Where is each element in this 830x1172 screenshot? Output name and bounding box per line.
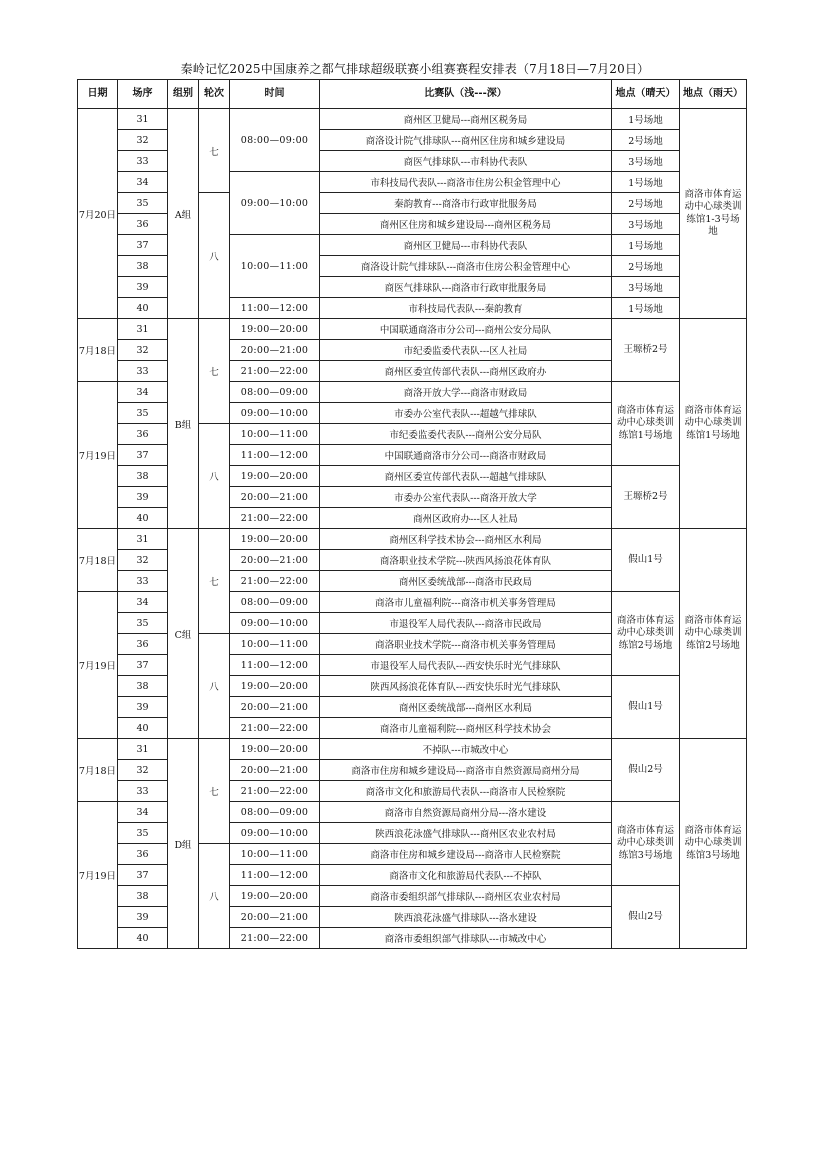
session-cell: 32 <box>118 550 168 571</box>
teams-cell: 市退役军人局代表队---西安快乐时光气排球队 <box>320 655 612 676</box>
date-cell: 7月18日 <box>78 529 118 592</box>
session-cell: 38 <box>118 466 168 487</box>
session-cell: 33 <box>118 151 168 172</box>
round-cell: 七 <box>199 529 230 634</box>
session-cell: 39 <box>118 487 168 508</box>
teams-cell: 不掉队---市城改中心 <box>320 739 612 760</box>
teams-cell: 商州区住房和城乡建设局---商州区税务局 <box>320 214 612 235</box>
session-cell: 39 <box>118 907 168 928</box>
session-cell: 37 <box>118 235 168 256</box>
session-cell: 35 <box>118 613 168 634</box>
session-cell: 32 <box>118 760 168 781</box>
venue-sunny-cell: 1号场地 <box>612 109 680 130</box>
session-cell: 32 <box>118 340 168 361</box>
time-cell: 21:00—22:00 <box>230 928 320 949</box>
teams-cell: 商洛开放大学---商洛市财政局 <box>320 382 612 403</box>
page-title: 秦岭记忆2025中国康养之都气排球超级联赛小组赛赛程安排表（7月18日—7月20日） <box>180 62 650 76</box>
venue-sunny-cell: 2号场地 <box>612 193 680 214</box>
teams-cell: 市科技局代表队---商洛市住房公积金管理中心 <box>320 172 612 193</box>
teams-cell: 中国联通商洛市分公司---商洛市财政局 <box>320 445 612 466</box>
time-cell: 09:00—10:00 <box>230 172 320 235</box>
header-session: 场序 <box>118 80 168 109</box>
session-cell: 34 <box>118 592 168 613</box>
session-cell: 33 <box>118 781 168 802</box>
teams-cell: 中国联通商洛市分公司---商州公安分局队 <box>320 319 612 340</box>
session-cell: 35 <box>118 823 168 844</box>
session-cell: 31 <box>118 109 168 130</box>
venue-sunny-cell: 假山1号 <box>612 676 680 739</box>
teams-cell: 秦韵教育---商洛市行政审批服务局 <box>320 193 612 214</box>
group-cell: D组 <box>168 739 199 949</box>
round-cell: 八 <box>199 424 230 529</box>
date-cell: 7月19日 <box>78 592 118 739</box>
session-cell: 37 <box>118 655 168 676</box>
session-cell: 31 <box>118 739 168 760</box>
session-cell: 36 <box>118 214 168 235</box>
venue-sunny-cell: 商洛市体育运动中心球类训练馆1号场地 <box>612 382 680 466</box>
session-cell: 38 <box>118 886 168 907</box>
session-cell: 40 <box>118 298 168 319</box>
table-row <box>78 319 747 340</box>
teams-cell: 商洛市文化和旅游局代表队---商洛市人民检察院 <box>320 781 612 802</box>
time-cell: 19:00—20:00 <box>230 739 320 760</box>
header-date: 日期 <box>78 80 118 109</box>
time-cell: 21:00—22:00 <box>230 781 320 802</box>
venue-sunny-cell: 商洛市体育运动中心球类训练馆2号场地 <box>612 592 680 676</box>
time-cell: 20:00—21:00 <box>230 697 320 718</box>
time-cell: 19:00—20:00 <box>230 466 320 487</box>
time-cell: 10:00—11:00 <box>230 844 320 865</box>
time-cell: 11:00—12:00 <box>230 865 320 886</box>
time-cell: 11:00—12:00 <box>230 445 320 466</box>
session-cell: 40 <box>118 928 168 949</box>
date-cell: 7月19日 <box>78 382 118 529</box>
teams-cell: 市纪委监委代表队---商州公安分局队 <box>320 424 612 445</box>
group-cell: C组 <box>168 529 199 739</box>
session-cell: 39 <box>118 277 168 298</box>
time-cell: 19:00—20:00 <box>230 676 320 697</box>
session-cell: 40 <box>118 718 168 739</box>
time-cell: 11:00—12:00 <box>230 298 320 319</box>
teams-cell: 商洛市儿童福利院---商州区科学技术协会 <box>320 718 612 739</box>
teams-cell: 商医气排球队---商洛市行政审批服务局 <box>320 277 612 298</box>
teams-cell: 商洛设计院气排球队---商洛市住房公积金管理中心 <box>320 256 612 277</box>
table-row <box>78 529 747 550</box>
table-row <box>78 739 747 760</box>
venue-sunny-cell: 3号场地 <box>612 214 680 235</box>
round-cell: 七 <box>199 319 230 424</box>
teams-cell: 商州区委统战部---商洛市民政局 <box>320 571 612 592</box>
table-header-row <box>78 80 747 109</box>
session-cell: 33 <box>118 361 168 382</box>
time-cell: 08:00—09:00 <box>230 802 320 823</box>
session-cell: 32 <box>118 130 168 151</box>
header-time: 时间 <box>230 80 320 109</box>
teams-cell: 陕西浪花泳盛气排球队---洛水建设 <box>320 907 612 928</box>
time-cell: 10:00—11:00 <box>230 634 320 655</box>
header-venue-sunny: 地点（晴天） <box>612 80 680 109</box>
time-cell: 19:00—20:00 <box>230 319 320 340</box>
time-cell: 20:00—21:00 <box>230 340 320 361</box>
teams-cell: 商州区政府办---区人社局 <box>320 508 612 529</box>
teams-cell: 陕西风扬浪花体育队---西安快乐时光气排球队 <box>320 676 612 697</box>
session-cell: 35 <box>118 403 168 424</box>
session-cell: 36 <box>118 844 168 865</box>
venue-sunny-cell: 1号场地 <box>612 172 680 193</box>
teams-cell: 商州区卫健局---商州区税务局 <box>320 109 612 130</box>
session-cell: 31 <box>118 529 168 550</box>
venue-sunny-cell: 3号场地 <box>612 277 680 298</box>
venue-sunny-cell: 王塬桥2号 <box>612 466 680 529</box>
group-cell: A组 <box>168 109 199 319</box>
venue-sunny-cell: 假山2号 <box>612 739 680 802</box>
time-cell: 21:00—22:00 <box>230 718 320 739</box>
teams-cell: 商洛设计院气排球队---商州区住房和城乡建设局 <box>320 130 612 151</box>
time-cell: 09:00—10:00 <box>230 403 320 424</box>
venue-rainy-cell: 商洛市体育运动中心球类训练馆3号场地 <box>680 739 747 949</box>
time-cell: 19:00—20:00 <box>230 886 320 907</box>
header-teams: 比赛队（浅---深） <box>320 80 612 109</box>
time-cell: 20:00—21:00 <box>230 760 320 781</box>
session-cell: 40 <box>118 508 168 529</box>
venue-sunny-cell: 3号场地 <box>612 151 680 172</box>
session-cell: 34 <box>118 802 168 823</box>
session-cell: 38 <box>118 256 168 277</box>
teams-cell: 市科技局代表队---秦韵教育 <box>320 298 612 319</box>
round-cell: 八 <box>199 193 230 319</box>
session-cell: 33 <box>118 571 168 592</box>
session-cell: 36 <box>118 424 168 445</box>
teams-cell: 市纪委监委代表队---区人社局 <box>320 340 612 361</box>
time-cell: 08:00—09:00 <box>230 592 320 613</box>
session-cell: 38 <box>118 676 168 697</box>
session-cell: 34 <box>118 172 168 193</box>
table-row <box>78 109 747 130</box>
time-cell: 21:00—22:00 <box>230 571 320 592</box>
date-cell: 7月19日 <box>78 802 118 949</box>
round-cell: 七 <box>199 109 230 193</box>
teams-cell: 商洛市文化和旅游局代表队---不掉队 <box>320 865 612 886</box>
header-round: 轮次 <box>199 80 230 109</box>
teams-cell: 商洛市住房和城乡建设局---商洛市人民检察院 <box>320 844 612 865</box>
teams-cell: 商洛市委组织部气排球队---市城改中心 <box>320 928 612 949</box>
group-cell: B组 <box>168 319 199 529</box>
venue-rainy-cell: 商洛市体育运动中心球类训练馆1-3号场地 <box>680 109 747 319</box>
teams-cell: 商州区科学技术协会---商州区水利局 <box>320 529 612 550</box>
teams-cell: 商洛职业技术学院---商洛市机关事务管理局 <box>320 634 612 655</box>
date-cell: 7月20日 <box>78 109 118 319</box>
teams-cell: 市委办公室代表队---超越气排球队 <box>320 403 612 424</box>
time-cell: 08:00—09:00 <box>230 382 320 403</box>
time-cell: 10:00—11:00 <box>230 424 320 445</box>
venue-rainy-cell: 商洛市体育运动中心球类训练馆2号场地 <box>680 529 747 739</box>
time-cell: 08:00—09:00 <box>230 109 320 172</box>
round-cell: 七 <box>199 739 230 844</box>
date-cell: 7月18日 <box>78 319 118 382</box>
session-cell: 37 <box>118 865 168 886</box>
time-cell: 09:00—10:00 <box>230 613 320 634</box>
session-cell: 35 <box>118 193 168 214</box>
session-cell: 31 <box>118 319 168 340</box>
time-cell: 20:00—21:00 <box>230 907 320 928</box>
teams-cell: 商洛市委组织部气排球队---商州区农业农村局 <box>320 886 612 907</box>
venue-rainy-cell: 商洛市体育运动中心球类训练馆1号场地 <box>680 319 747 529</box>
time-cell: 09:00—10:00 <box>230 823 320 844</box>
header-venue-rainy: 地点（雨天） <box>680 80 747 109</box>
teams-cell: 商洛职业技术学院---陕西风扬浪花体育队 <box>320 550 612 571</box>
venue-sunny-cell: 假山2号 <box>612 886 680 949</box>
teams-cell: 商州区委宣传部代表队---商州区政府办 <box>320 361 612 382</box>
venue-sunny-cell: 1号场地 <box>612 298 680 319</box>
schedule-table <box>77 79 747 949</box>
venue-sunny-cell: 2号场地 <box>612 256 680 277</box>
time-cell: 21:00—22:00 <box>230 508 320 529</box>
teams-cell: 商州区委宣传部代表队---超越气排球队 <box>320 466 612 487</box>
teams-cell: 市委办公室代表队---商洛开放大学 <box>320 487 612 508</box>
time-cell: 11:00—12:00 <box>230 655 320 676</box>
teams-cell: 市退役军人局代表队---商洛市民政局 <box>320 613 612 634</box>
session-cell: 36 <box>118 634 168 655</box>
time-cell: 21:00—22:00 <box>230 361 320 382</box>
teams-cell: 陕西浪花泳盛气排球队---商州区农业农村局 <box>320 823 612 844</box>
time-cell: 10:00—11:00 <box>230 235 320 298</box>
teams-cell: 商洛市儿童福利院---商洛市机关事务管理局 <box>320 592 612 613</box>
teams-cell: 商医气排球队---市科协代表队 <box>320 151 612 172</box>
time-cell: 19:00—20:00 <box>230 529 320 550</box>
teams-cell: 商州区卫健局---市科协代表队 <box>320 235 612 256</box>
teams-cell: 商洛市自然资源局商州分局---洛水建设 <box>320 802 612 823</box>
date-cell: 7月18日 <box>78 739 118 802</box>
venue-sunny-cell: 1号场地 <box>612 235 680 256</box>
round-cell: 八 <box>199 634 230 739</box>
session-cell: 37 <box>118 445 168 466</box>
time-cell: 20:00—21:00 <box>230 487 320 508</box>
session-cell: 34 <box>118 382 168 403</box>
venue-sunny-cell: 2号场地 <box>612 130 680 151</box>
teams-cell: 商州区委统战部---商州区水利局 <box>320 697 612 718</box>
session-cell: 39 <box>118 697 168 718</box>
venue-sunny-cell: 商洛市体育运动中心球类训练馆3号场地 <box>612 802 680 886</box>
venue-sunny-cell: 假山1号 <box>612 529 680 592</box>
time-cell: 20:00—21:00 <box>230 550 320 571</box>
venue-sunny-cell: 王塬桥2号 <box>612 319 680 382</box>
teams-cell: 商洛市住房和城乡建设局---商洛市自然资源局商州分局 <box>320 760 612 781</box>
round-cell: 八 <box>199 844 230 949</box>
header-group: 组别 <box>168 80 199 109</box>
